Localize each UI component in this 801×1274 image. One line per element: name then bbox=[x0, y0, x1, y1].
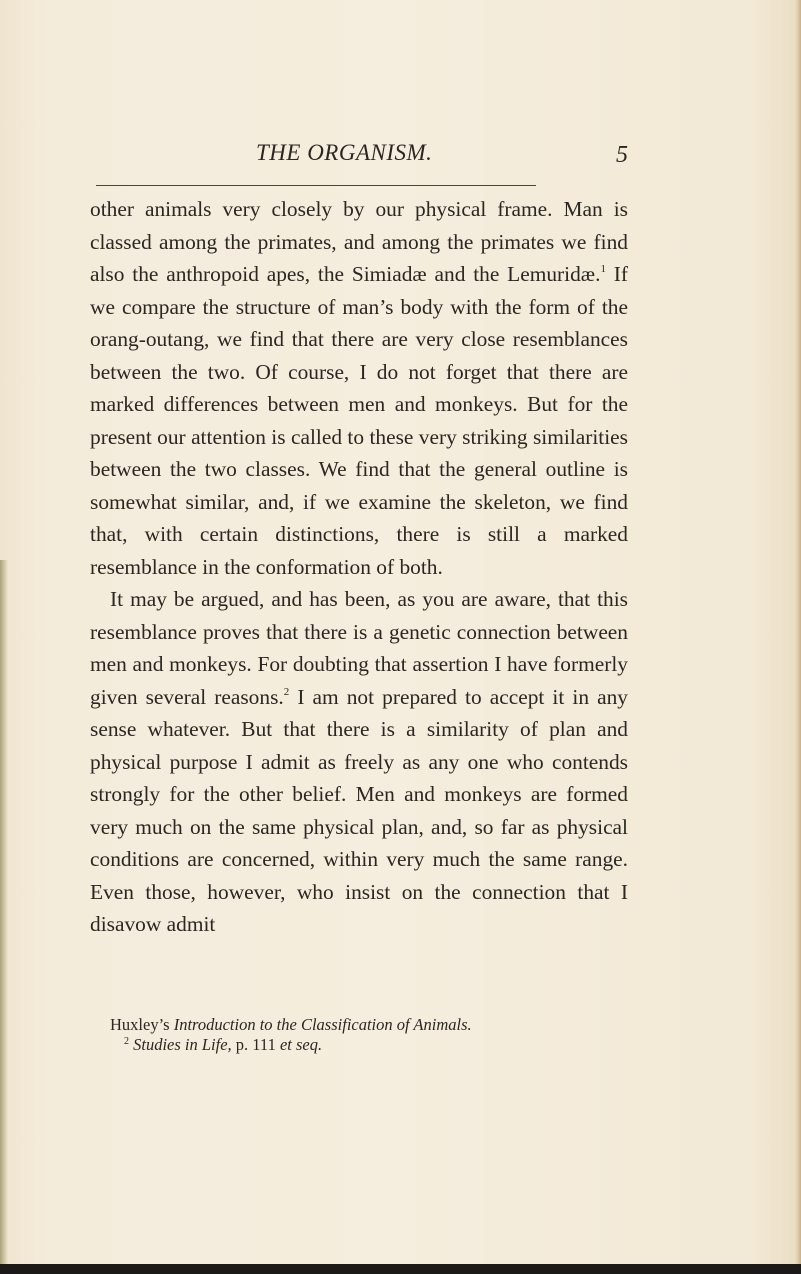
footnote-2-title: Studies in Life, bbox=[133, 1035, 232, 1054]
page-number: 5 bbox=[616, 142, 628, 168]
page-left-edge-shadow bbox=[0, 560, 8, 1274]
footnote-2-et-seq: et seq. bbox=[279, 1035, 323, 1054]
footnotes bbox=[110, 1015, 630, 1055]
footnote-ref-1: 1 bbox=[600, 263, 606, 275]
running-head: THE ORGANISM. bbox=[256, 140, 433, 165]
footnote-ref-2: 2 bbox=[283, 685, 290, 698]
paragraph-2 bbox=[90, 583, 628, 941]
paragraph-1 bbox=[90, 193, 628, 583]
page-right-edge bbox=[795, 0, 801, 1274]
paragraph-2-text-b: I am not prepared to accept it in any sense whatever. But that there is a similarity of plan and physical purpose I admit as freely as any one who contends strongly for the other belief. Men and monkeys are formed very much on the same physical plan, and, so far as physical conditions are concerned, within very much the same range. Even those, however, who insist on the connection that I disavow admit bbox=[90, 684, 628, 936]
footnote-1-title: Introduction to the Classification of Animals. bbox=[173, 1015, 472, 1034]
body-text bbox=[90, 193, 628, 941]
bottom-shadow-band bbox=[0, 1264, 801, 1274]
header-rule bbox=[96, 185, 536, 186]
footnote-1-author: Huxley’s bbox=[110, 1015, 174, 1034]
paragraph-1-text-b: If we compare the structure of man’s body with the form of the orang-outang, we find that there are very close resemblances between the two. Of course, I do not forget that there are marked differences between men and monkeys. But for the present our attention is called to these very striking similarities between the two classes. We find that the general outline is somewhat similar, and, if we examine the skeleton, we find that, with certain distinctions, there is still a marked resemblance in the conformation of both. bbox=[90, 262, 628, 579]
footnote-2-marker: 2 bbox=[124, 1036, 129, 1047]
page-header bbox=[90, 140, 628, 172]
footnote-1 bbox=[110, 1015, 630, 1035]
paragraph-2-text-a: It may be argued, and has been, as you are aware, that this resemblance proves that there is a genetic connection between men and monkeys. For doubting that assertion I have formerly given several reasons. bbox=[90, 587, 628, 709]
footnote-2-page: p. 111 bbox=[231, 1035, 280, 1054]
paragraph-1-text-a: other animals very closely by our physical frame. Man is classed among the primates, and among the primates we find also the anthropoid apes, the Simiadæ and the Lemuridæ. bbox=[90, 197, 628, 286]
footnote-2 bbox=[110, 1035, 630, 1055]
